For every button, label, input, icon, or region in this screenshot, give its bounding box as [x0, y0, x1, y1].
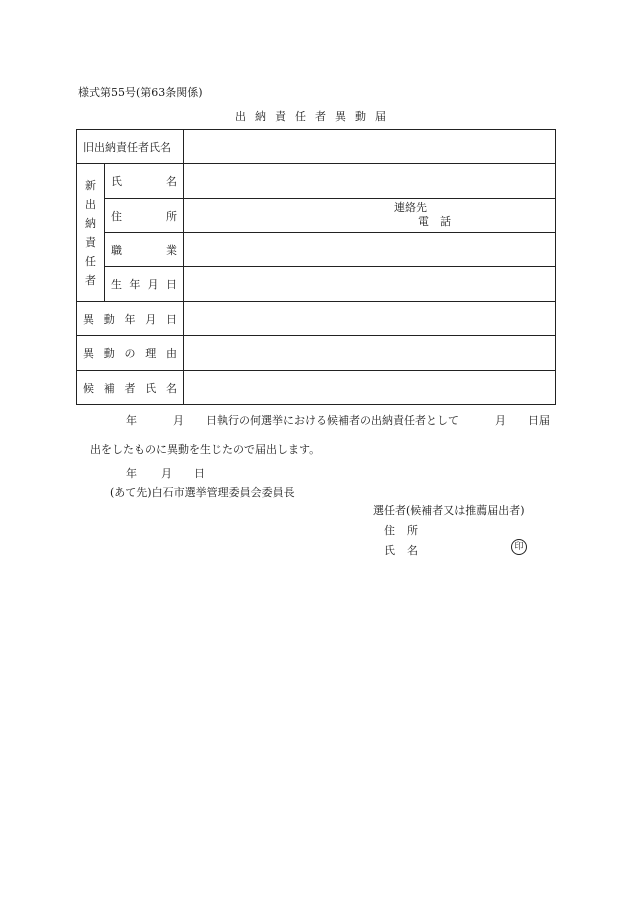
statement-line-1: 年 月 日執行の何選挙における候補者の出納責任者として 月 日届	[126, 414, 550, 427]
change-date-label: 異 動 年 月 日	[77, 302, 184, 336]
phone-label: 電 話	[418, 215, 451, 228]
candidate-name-label: 候 補 者 氏 名	[77, 371, 184, 405]
new-treasurer-birthdate-field[interactable]	[184, 267, 556, 302]
form-title: 出納責任者異動届	[235, 110, 395, 123]
change-reason-field[interactable]	[184, 336, 556, 371]
contact-label: 連絡先	[394, 201, 427, 214]
statement-line-2: 出をしたものに異動を生じたので届出します。	[90, 443, 321, 456]
addressee: (あて先)白石市選挙管理委員会委員長	[110, 486, 295, 499]
old-treasurer-name-field[interactable]	[184, 130, 556, 164]
change-reason-label: 異 動 の 理 由	[77, 336, 184, 371]
contact-info	[394, 201, 451, 229]
filed-date: 年 月 日	[126, 467, 205, 480]
new-treasurer-occupation-field[interactable]	[184, 233, 556, 267]
form-number: 様式第55号(第63条関係)	[78, 86, 203, 99]
sender-name-label: 氏 名	[384, 544, 418, 557]
new-treasurer-group-label: 新 出 納 責 任 者	[77, 164, 105, 302]
old-treasurer-name-label: 旧出納責任者氏名	[77, 130, 184, 164]
name-label: 氏 名	[105, 164, 184, 199]
form-table	[76, 129, 556, 405]
address-label: 住 所	[105, 199, 184, 233]
new-treasurer-name-field[interactable]	[184, 164, 556, 199]
candidate-name-field[interactable]	[184, 371, 556, 405]
sender-address-label: 住 所	[384, 524, 418, 537]
occupation-label: 職 業	[105, 233, 184, 267]
seal-mark: 印	[511, 539, 527, 555]
change-date-field[interactable]	[184, 302, 556, 336]
sender-role: 選任者(候補者又は推薦届出者)	[373, 504, 525, 517]
new-treasurer-address-field[interactable]	[184, 199, 556, 233]
birthdate-label: 生 年 月 日	[105, 267, 184, 302]
